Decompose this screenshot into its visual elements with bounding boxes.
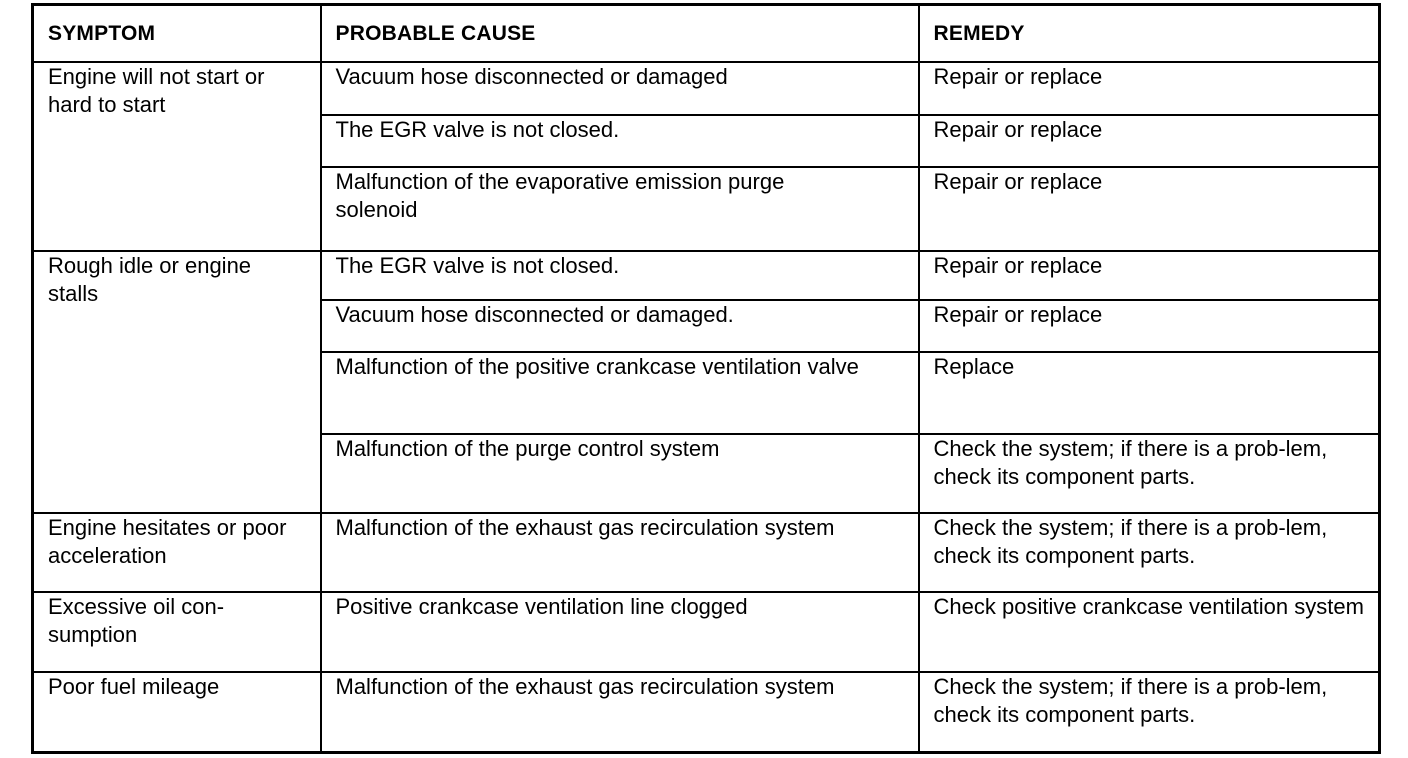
table-row — [33, 62, 1380, 115]
table-row — [33, 672, 1380, 752]
remedy-cell: Replace — [919, 352, 1380, 434]
troubleshooting-table — [31, 3, 1381, 754]
remedy-cell: Check the system; if there is a prob-lem, check its component parts. — [919, 513, 1380, 592]
cause-cell: Vacuum hose disconnected or damaged — [321, 62, 919, 115]
symptom-cell: Rough idle or engine stalls — [33, 251, 321, 513]
cause-cell: Malfunction of the evaporative emission purge solenoid — [321, 167, 919, 251]
table-row — [33, 251, 1380, 300]
cause-cell: Malfunction of the positive crankcase ventilation valve — [321, 352, 919, 434]
cause-cell: Malfunction of the purge control system — [321, 434, 919, 513]
remedy-cell: Repair or replace — [919, 167, 1380, 251]
symptom-cell: Excessive oil con-sumption — [33, 592, 321, 672]
header-symptom: SYMPTOM — [33, 5, 321, 63]
remedy-cell: Check the system; if there is a prob-lem, check its component parts. — [919, 434, 1380, 513]
cause-cell: Positive crankcase ventilation line clogged — [321, 592, 919, 672]
remedy-cell: Check positive crankcase ventilation system — [919, 592, 1380, 672]
symptom-cell: Poor fuel mileage — [33, 672, 321, 752]
cause-cell: Vacuum hose disconnected or damaged. — [321, 300, 919, 352]
symptom-cell: Engine will not start or hard to start — [33, 62, 321, 251]
header-row — [33, 5, 1380, 63]
symptom-cell: Engine hesitates or poor acceleration — [33, 513, 321, 592]
cause-cell: The EGR valve is not closed. — [321, 251, 919, 300]
remedy-cell: Repair or replace — [919, 115, 1380, 167]
remedy-cell: Repair or replace — [919, 251, 1380, 300]
troubleshooting-table-container — [31, 3, 1378, 754]
table-row — [33, 513, 1380, 592]
cause-cell: Malfunction of the exhaust gas recirculation system — [321, 672, 919, 752]
remedy-cell: Repair or replace — [919, 62, 1380, 115]
header-remedy: REMEDY — [919, 5, 1380, 63]
remedy-cell: Check the system; if there is a prob-lem, check its component parts. — [919, 672, 1380, 752]
remedy-cell: Repair or replace — [919, 300, 1380, 352]
cause-cell: Malfunction of the exhaust gas recirculation system — [321, 513, 919, 592]
table-row — [33, 592, 1380, 672]
header-probable-cause: PROBABLE CAUSE — [321, 5, 919, 63]
cause-cell: The EGR valve is not closed. — [321, 115, 919, 167]
